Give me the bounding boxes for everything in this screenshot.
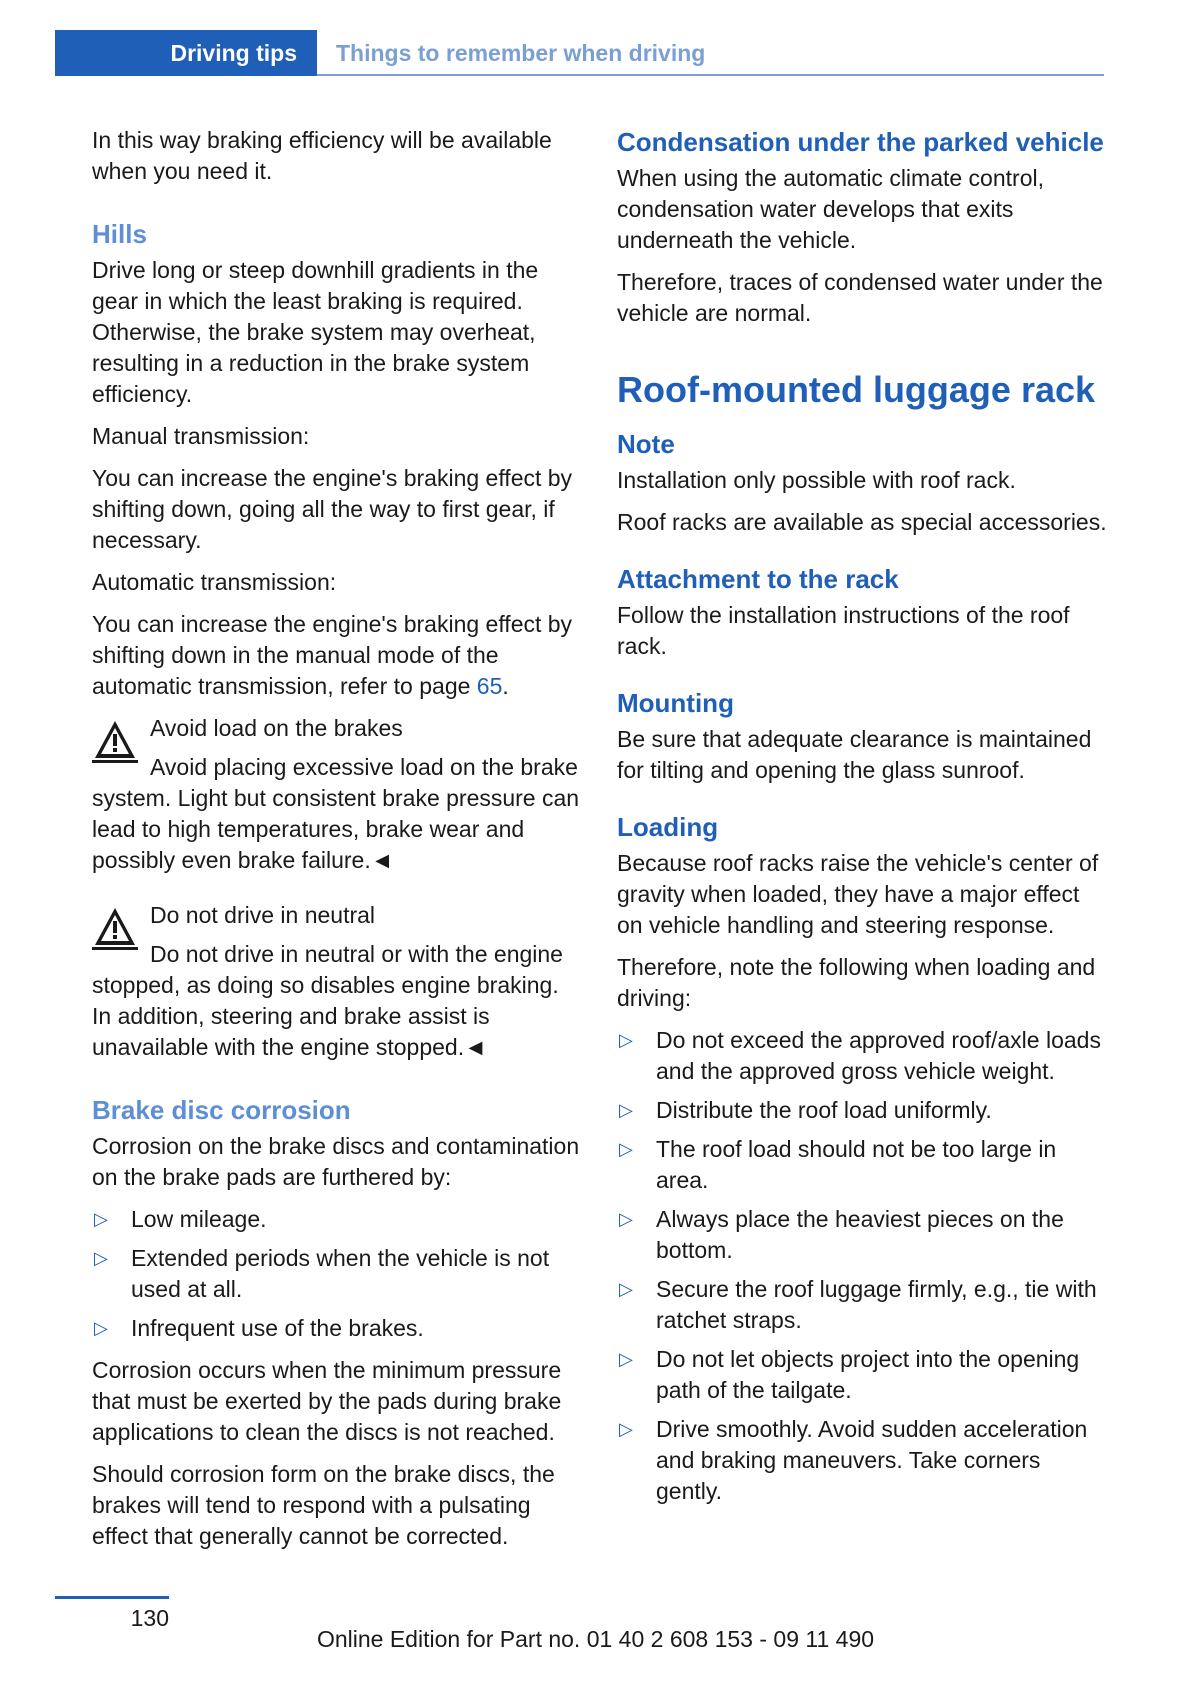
note-heading: Note [617,429,675,459]
auto-label: Automatic transmission: [92,569,337,595]
warning-neutral-title: Do not drive in neutral [150,902,376,928]
warning-icon [92,717,138,763]
list-item-text: Do not let objects project into the opening path of the tailgate. [656,1346,1080,1403]
mounting-paragraph: Be sure that adequate clearance is maintained for tilting and opening the glass sunroof. [617,726,1092,783]
mounting-heading: Mounting [617,688,734,718]
attachment-paragraph: Follow the installation instructions of the roof rack. [617,602,1070,659]
bullet-triangle-icon: ▷ [619,1349,633,1369]
list-item-text: Infrequent use of the brakes. [131,1315,424,1341]
chapter-tab: Driving tips [55,30,317,76]
list-item [617,1095,1107,1126]
warning-brakes-text: Avoid placing excessive load on the brake system. Light but consistent brake pressure can lead to high temperatures, brake wear and possibly even brake failure.◄ [92,754,580,873]
bullet-triangle-icon: ▷ [619,1030,633,1050]
warning-brakes-title: Avoid load on the brakes [150,715,403,741]
bullet-triangle-icon: ▷ [94,1248,108,1268]
auto-text-end: . [502,673,509,699]
edition-footer: Online Edition for Part no. 01 40 2 608 153 - 09 11 490 [316,1626,875,1652]
list-item-text: Always place the heaviest pieces on the bottom. [656,1206,1064,1263]
list-item-text: Extended periods when the vehicle is not used at all. [131,1245,550,1302]
auto-text [92,609,582,702]
hills-heading: Hills [92,219,147,249]
warning-neutral-text: Do not drive in neutral or with the engine stopped, as doing so disables engine braking. In addition, steering and brake assist is unavailable with the engine stopped.◄ [92,941,563,1060]
corrosion-paragraph-2: Corrosion occurs when the minimum pressure that must be exerted by the pads during brake applications to clean the discs is not reached. [92,1357,562,1445]
bullet-triangle-icon: ▷ [619,1279,633,1299]
note-paragraph-2: Roof racks are available as special accessories. [617,509,1107,535]
header-rule [317,74,1104,76]
corrosion-paragraph-3: Should corrosion form on the brake discs, the brakes will tend to respond with a pulsating effect that generally cannot be corrected. [92,1461,555,1549]
corrosion-heading: Brake disc corrosion [92,1095,351,1125]
bullet-triangle-icon: ▷ [619,1419,633,1439]
corrosion-list [92,1204,582,1344]
list-item [617,1274,1107,1336]
list-item [617,1025,1107,1087]
list-item-text: Low mileage. [131,1206,267,1232]
list-item [92,1243,582,1305]
warning-neutral [92,900,582,1063]
footer-rule [55,1596,169,1599]
list-item-text: Do not exceed the approved roof/axle loads and the approved gross vehicle weight. [656,1027,1101,1084]
bullet-triangle-icon: ▷ [619,1100,633,1120]
bullet-triangle-icon: ▷ [619,1209,633,1229]
list-item [617,1134,1107,1196]
auto-text-body: You can increase the engine's braking effect by shifting down in the manual mode of the automatic transmission, refer to page [92,611,573,699]
list-item-text: Drive smoothly. Avoid sudden acceleration and braking maneuvers. Take corners gently. [656,1416,1088,1504]
intro-paragraph: In this way braking efficiency will be available when you need it. [92,127,552,184]
list-item-text: Distribute the roof load uniformly. [656,1097,992,1123]
list-item [617,1204,1107,1266]
condensation-paragraph-2: Therefore, traces of condensed water under the vehicle are normal. [617,269,1103,326]
page-number: 130 [130,1605,169,1631]
page-link[interactable]: 65 [476,673,503,699]
manual-text: You can increase the engine's braking effect by shifting down, going all the way to first gear, if necessary. [92,465,573,553]
list-item [617,1414,1107,1507]
hills-paragraph: Drive long or steep downhill gradients in the gear in which the least braking is required. Otherwise, the brake system may overheat, resulting in a reduction in the brake system efficiency. [92,257,539,407]
loading-heading: Loading [617,812,719,842]
list-item [92,1313,582,1344]
loading-list [617,1025,1107,1507]
right-column [617,125,1107,1518]
attachment-heading: Attachment to the rack [617,564,899,594]
bullet-triangle-icon: ▷ [94,1209,108,1229]
list-item-text: Secure the roof luggage firmly, e.g., tie with ratchet straps. [656,1276,1097,1333]
loading-paragraph-1: Because roof racks raise the vehicle's center of gravity when loaded, they have a major effect on vehicle handling and steering response. [617,850,1099,938]
loading-paragraph-2: Therefore, note the following when loading and driving: [617,954,1096,1011]
list-item-text: The roof load should not be too large in area. [656,1136,1057,1193]
list-item [617,1344,1107,1406]
bullet-triangle-icon: ▷ [619,1139,633,1159]
roof-rack-heading: Roof-mounted luggage rack [617,369,1096,410]
section-title: Things to remember when driving [336,40,706,66]
condensation-heading: Condensation under the parked vehicle [617,127,1104,157]
left-column [92,125,582,1563]
warning-brakes [92,713,582,876]
corrosion-intro: Corrosion on the brake discs and contamination on the brake pads are furthered by: [92,1133,580,1190]
manual-label: Manual transmission: [92,423,310,449]
note-paragraph-1: Installation only possible with roof rack. [617,467,1016,493]
list-item [92,1204,582,1235]
condensation-paragraph-1: When using the automatic climate control, condensation water develops that exits underneath the vehicle. [617,165,1044,253]
warning-icon [92,904,138,950]
bullet-triangle-icon: ▷ [94,1318,108,1338]
